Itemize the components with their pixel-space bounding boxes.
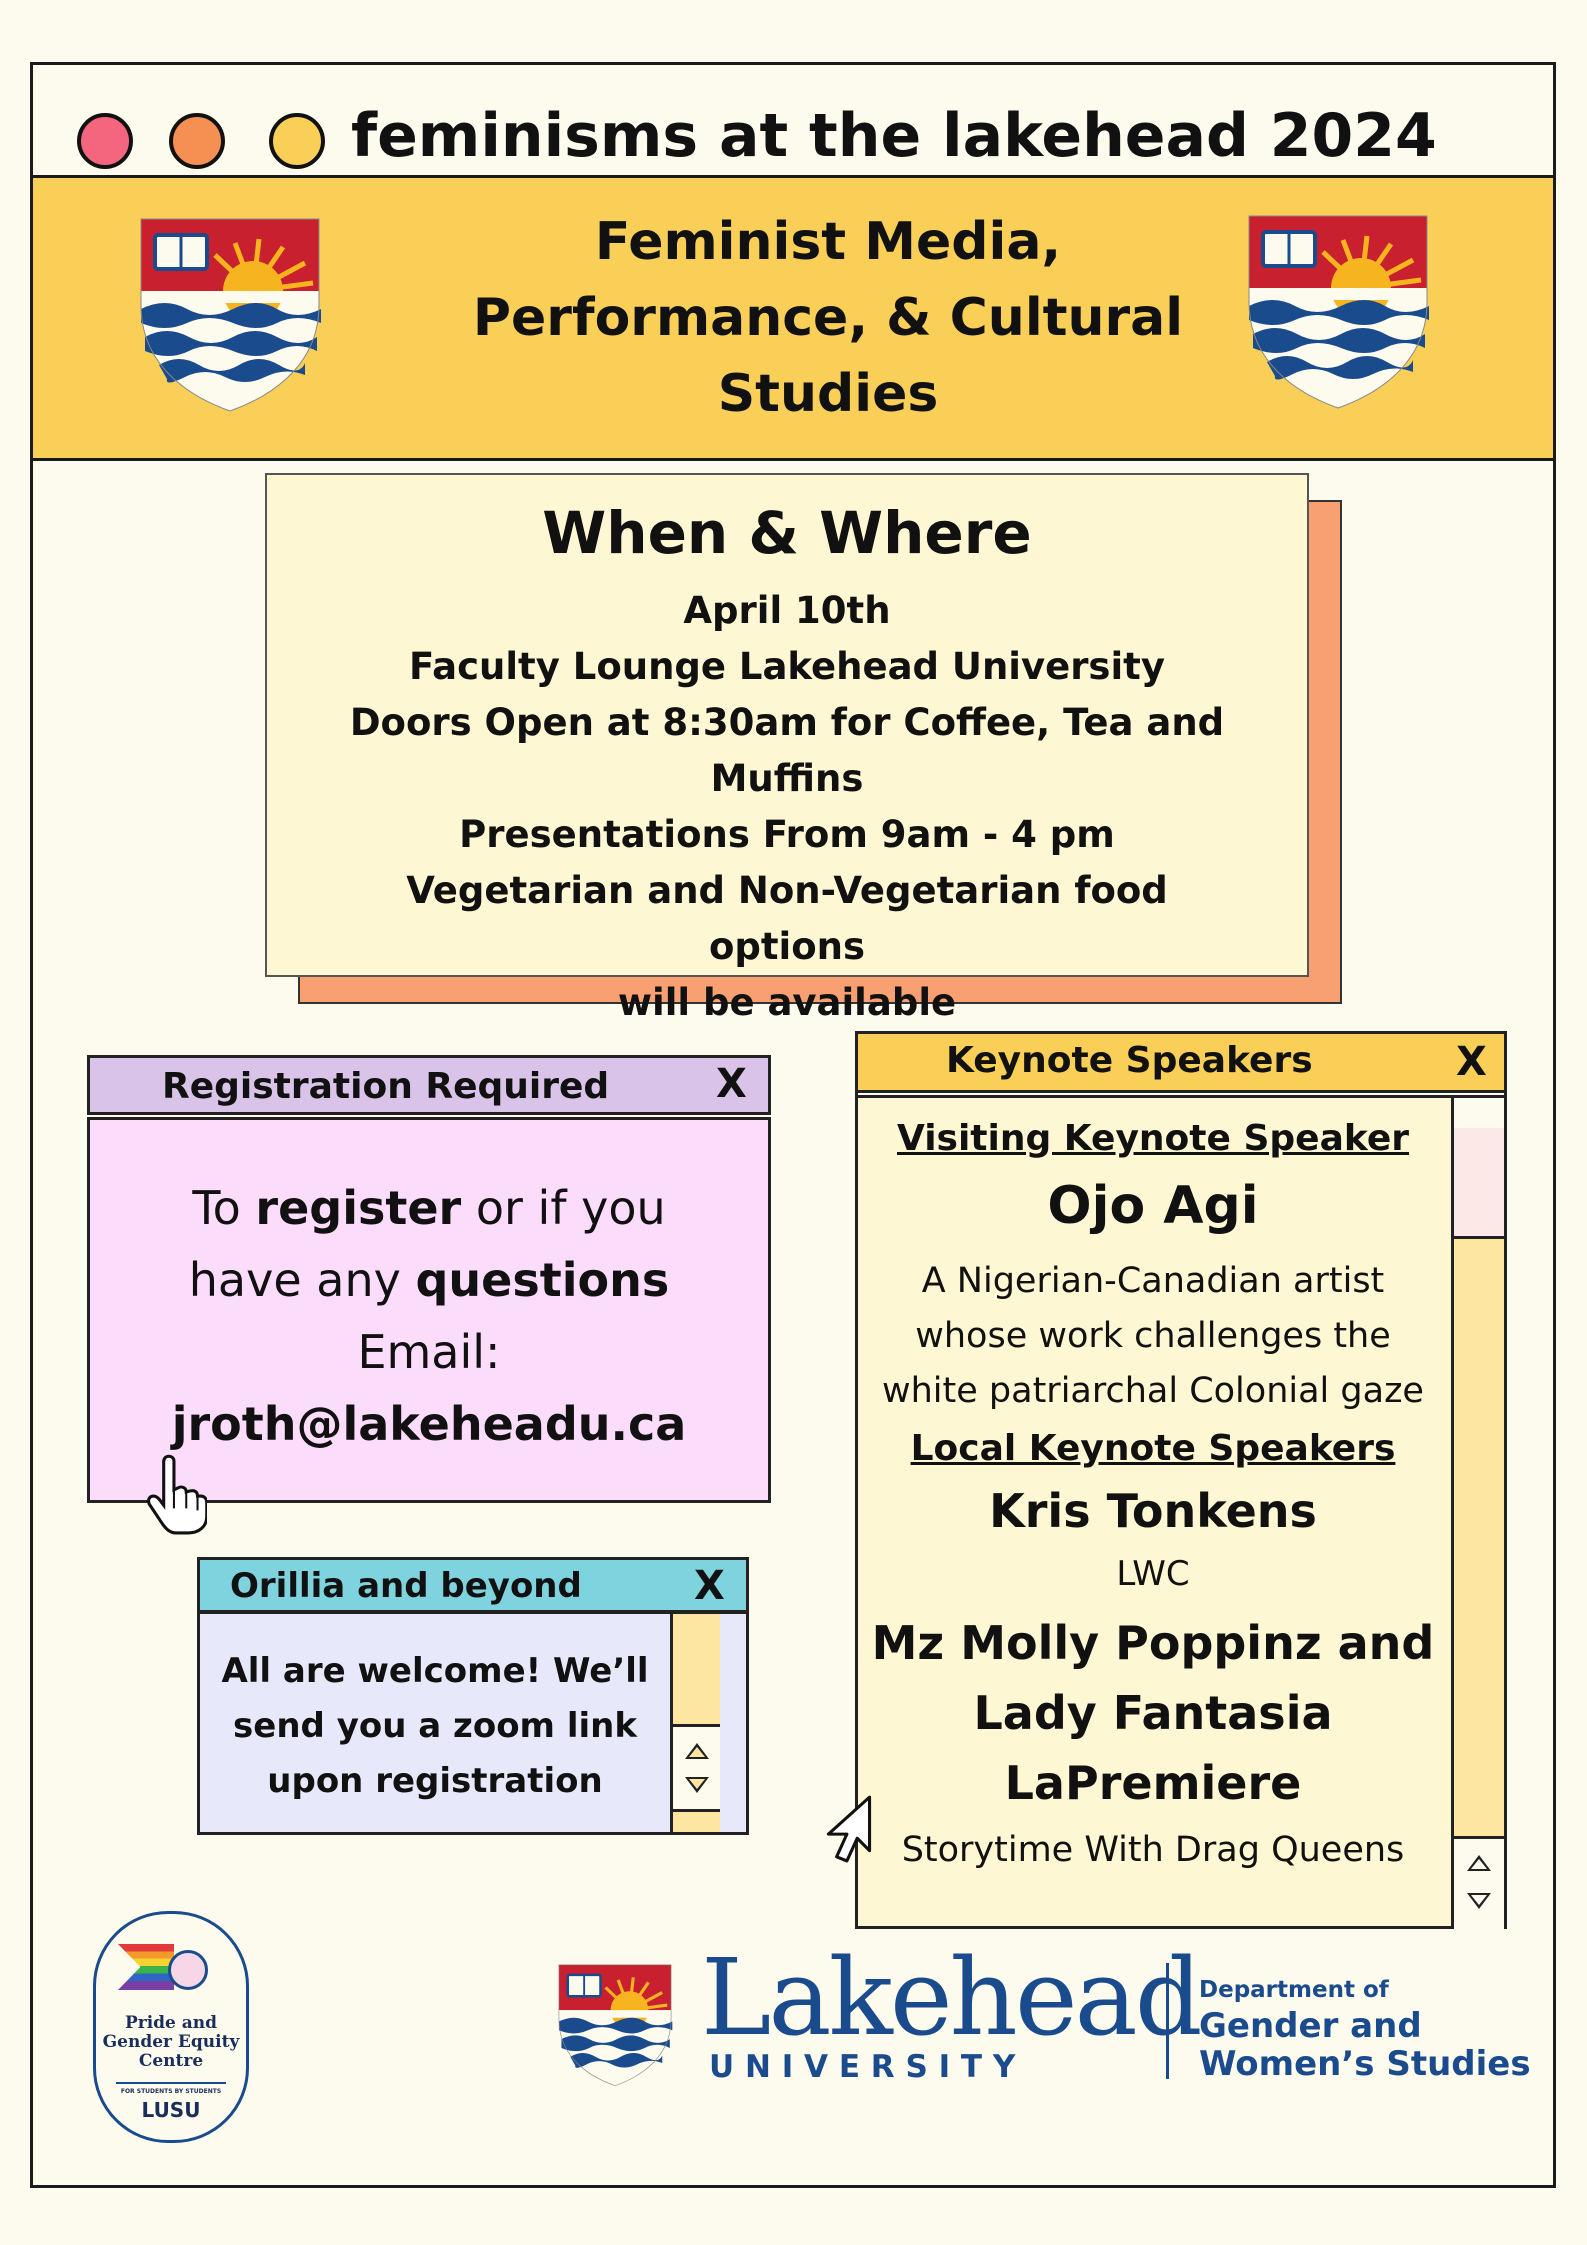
local2-name-line: Mz Molly Poppinz and [871,1616,1435,1670]
dept-name-line: Women’s Studies [1199,2044,1531,2084]
pride-name-line: Gender Equity [102,2032,240,2052]
detail-line: will be available [617,981,957,1024]
lusu-label: LUSU [141,2098,201,2122]
keynote-header-label: Keynote Speakers [946,1040,1313,1081]
email-label: Email: [357,1325,501,1379]
registration-window-body [87,1117,771,1503]
reg-text-part: have any [188,1253,416,1307]
local-heading: Local Keynote Speakers [910,1428,1396,1469]
when-where-card [265,473,1309,1024]
email-link[interactable]: jroth@lakeheadu.ca [171,1397,687,1451]
detail-line: Muffins [710,757,864,800]
lakehead-crest-icon [135,213,325,413]
when-where-details [327,583,1247,1031]
local1-org: LWC [1116,1554,1190,1594]
close-dot-icon[interactable] [77,113,133,169]
footer-divider [1166,1963,1169,2079]
visiting-name: Ojo Agi [1047,1176,1259,1236]
hand-cursor-icon [145,1453,207,1535]
event-banner [33,175,1553,461]
orillia-scrollbar[interactable] [670,1614,720,1832]
orillia-header-label: Orillia and beyond [230,1566,582,1606]
reg-text-part: To [192,1181,256,1235]
visiting-desc-line: whose work challenges the [915,1316,1391,1356]
when-where-title: When & Where [542,499,1032,567]
pride-centre-logo [93,1911,249,2143]
detail-line: Presentations From 9am - 4 pm [459,813,1115,856]
detail-line: Vegetarian and Non-Vegetarian food options [406,869,1168,968]
lakehead-crest-icon [1243,210,1433,410]
page-title: feminisms at the lakehead 2024 [351,101,1437,171]
banner-title [363,204,1293,432]
orillia-window-body [197,1611,749,1835]
orillia-line: All are welcome! We’ll [221,1651,649,1691]
local2-names [858,1608,1448,1818]
registration-line [90,1244,768,1316]
scrollbar-top-cap [1454,1098,1504,1131]
pride-name-line: Pride and [124,2013,218,2033]
keynote-close-icon[interactable]: X [1456,1039,1487,1085]
orillia-close-icon[interactable]: X [694,1563,725,1609]
pride-flag-icon [118,1944,174,1990]
keynote-scroll-arrows[interactable] [1454,1836,1504,1929]
pride-name-line: Centre [138,2051,204,2071]
keynote-window-body [855,1095,1455,1929]
scrollbar-thumb[interactable] [1454,1128,1504,1239]
visiting-heading: Visiting Keynote Speaker [896,1118,1410,1159]
visiting-desc-line: white patriarchal Colonial gaze [882,1371,1424,1411]
banner-title-line: Feminist Media, [594,212,1062,272]
local2-name-line: LaPremiere [1004,1756,1302,1810]
reg-text-part: or if you [461,1181,666,1235]
local1-name: Kris Tonkens [989,1484,1317,1538]
title-bar [33,65,1553,175]
keynote-window-header[interactable] [855,1031,1507,1093]
university-wordmark: U N I V E R S I T Y [709,2049,1016,2085]
local2-name-line: Lady Fantasia [973,1686,1333,1740]
dept-of-label: Department of [1199,1977,1389,2003]
minimize-dot-icon[interactable] [169,113,225,169]
reg-text-bold: questions [415,1253,670,1307]
registration-window-header[interactable] [87,1055,771,1115]
reg-text-bold: register [255,1181,462,1235]
pointer-cursor-icon [823,1793,877,1865]
visiting-description [858,1254,1448,1419]
banner-title-line: Performance, & Cultural [472,288,1184,348]
local2-description: Storytime With Drag Queens [901,1830,1405,1870]
orillia-window-header[interactable] [197,1557,749,1613]
detail-line: Doors Open at 8:30am for Coffee, Tea and [349,701,1225,744]
lakehead-crest-icon [555,1961,675,2087]
banner-title-line: Studies [717,364,939,424]
orillia-text [200,1644,670,1809]
dept-name-line: Gender and [1199,2006,1422,2046]
orillia-line: send you a zoom link [233,1706,637,1746]
gender-symbol-icon [168,1950,208,1990]
keynote-scrollbar[interactable] [1451,1095,1507,1929]
lakehead-wordmark: Lakehead [701,1936,1200,2059]
registration-text [90,1172,768,1460]
poster-frame [30,62,1556,2188]
visiting-desc-line: A Nigerian-Canadian artist [921,1261,1385,1301]
registration-line [90,1172,768,1244]
detail-line: April 10th [683,589,891,632]
pride-tagline: FOR STUDENTS BY STUDENTS [120,2088,222,2095]
pride-centre-name [96,2014,246,2071]
registration-close-icon[interactable]: X [716,1061,747,1107]
maximize-dot-icon[interactable] [269,113,325,169]
registration-header-label: Registration Required [162,1066,610,1107]
orillia-line: upon registration [267,1761,603,1801]
detail-line: Faculty Lounge Lakehead University [409,645,1165,688]
orillia-scroll-arrows[interactable] [673,1724,720,1812]
dept-name [1199,2007,1531,2083]
